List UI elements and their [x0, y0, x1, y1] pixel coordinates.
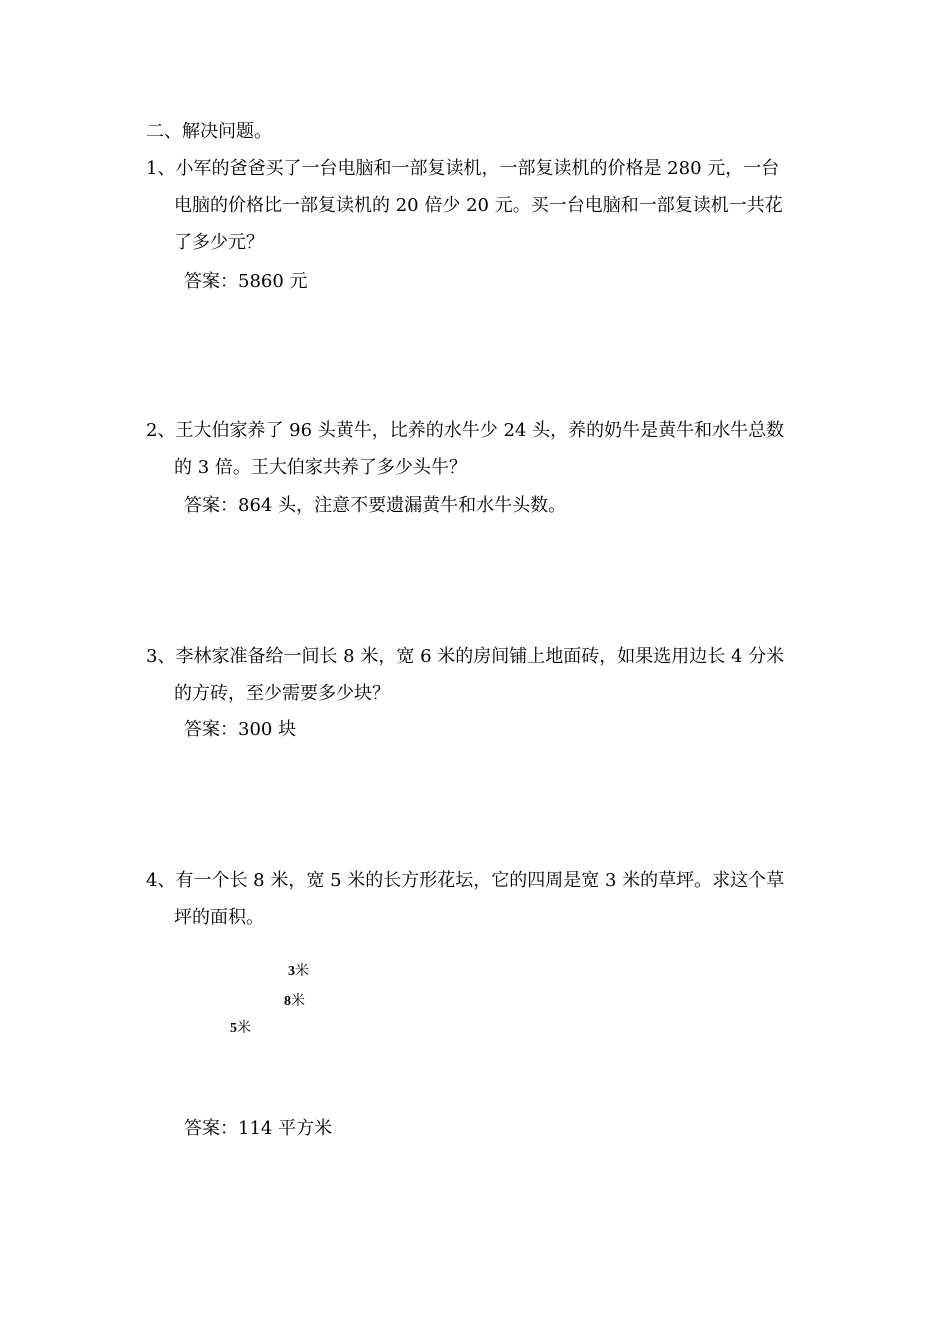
problem-1-answer: 答案：5860 元 [184, 271, 308, 292]
figure-label-3m-number: 3 [288, 964, 295, 979]
problem-3-line-2: 的方砖，至少需要多少块？ [174, 683, 390, 704]
section-title: 二、解决问题。 [146, 121, 272, 142]
problem-1-line-3: 了多少元？ [174, 232, 264, 253]
problem-4-line-2: 坪的面积。 [174, 907, 264, 928]
figure-label-8m [284, 992, 305, 1011]
problem-4-answer: 答案：114 平方米 [184, 1118, 333, 1139]
problem-1-line-2: 电脑的价格比一部复读机的 20 倍少 20 元。买一台电脑和一部复读机一共花 [174, 195, 783, 216]
figure-label-3m-unit: 米 [295, 963, 309, 979]
problem-1-line-1: 1、小军的爸爸买了一台电脑和一部复读机，一部复读机的价格是 280 元，一台 [146, 158, 780, 179]
problem-4-line-1: 4、有一个长 8 米，宽 5 米的长方形花坛，它的四周是宽 3 米的草坪。求这个草 [146, 870, 785, 891]
problem-2-answer: 答案：864 头，注意不要遗漏黄牛和水牛头数。 [184, 495, 567, 516]
problem-2-line-1: 2、王大伯家养了 96 头黄牛，比养的水牛少 24 头，养的奶牛是黄牛和水牛总数 [146, 420, 785, 441]
figure-label-5m-unit: 米 [237, 1020, 251, 1036]
problem-3-answer: 答案：300 块 [184, 719, 297, 740]
problem-3-line-1: 3、李林家准备给一间长 8 米，宽 6 米的房间铺上地面砖，如果选用边长 4 分米 [146, 646, 785, 667]
figure-label-8m-number: 8 [284, 994, 291, 1009]
problem-2-line-2: 的 3 倍。王大伯家共养了多少头牛？ [174, 457, 467, 478]
figure-label-5m [230, 1019, 251, 1038]
figure-label-8m-unit: 米 [291, 993, 305, 1009]
figure-label-3m [288, 962, 309, 981]
figure-label-5m-number: 5 [230, 1021, 237, 1036]
